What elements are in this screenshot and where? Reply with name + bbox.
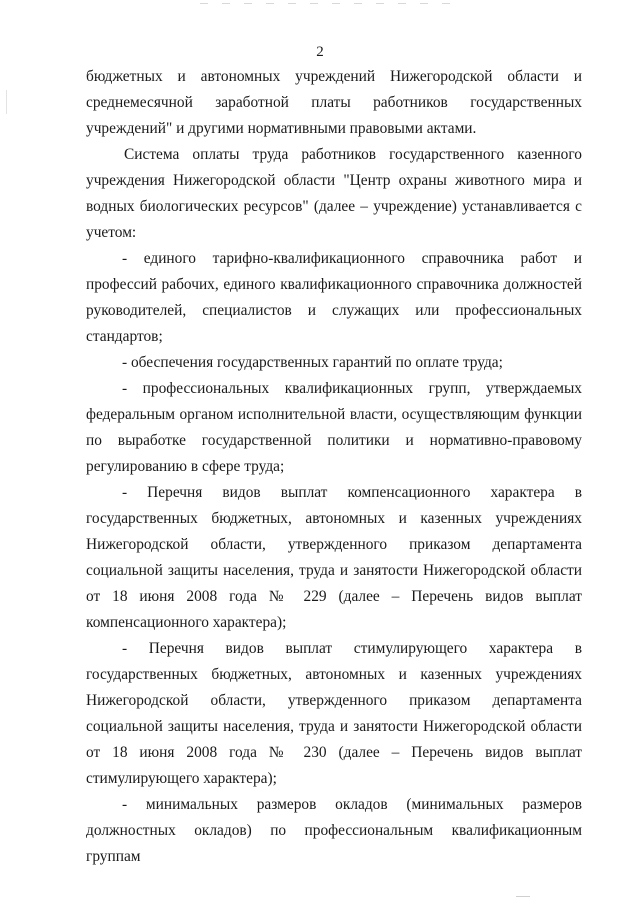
list-item-qualification-groups: - профессиональных квалификационных групп, утверждаемых федеральным органом исполнительной власти, осуществляющим функции по выработке государственной политики и нормативно-правовому регулированию в сфере труда; <box>86 380 582 475</box>
scan-artifact-top <box>200 3 460 4</box>
list-item-guarantees: - обеспечения государственных гарантий по оплате труда; <box>122 354 503 371</box>
paragraph-system: Система оплаты труда работников государственного казенного учреждения Нижегородской области "Центр охраны животного мира и водных биологических ресурсов" (далее – учреждение) устанавливается с учетом: <box>86 146 582 241</box>
paragraph-continuation: бюджетных и автономных учреждений Нижегородской области и среднемесячной заработной платы работников государственных учреждений" и другими нормативными правовыми актами. <box>86 68 582 137</box>
scan-artifact-bottom <box>516 896 530 897</box>
document-body <box>86 64 582 870</box>
list-item-incentive-list: - Перечня видов выплат стимулирующего характера в государственных бюджетных, автономных и казенных учреждениях Нижегородской области, утвержденного приказом департамента социальной защиты населения, труда и занятости Нижегородской области от 18 июня 2008 года № 230 (далее – Перечень видов выплат стимулирующего характера); <box>86 640 582 787</box>
list-item-directory: - единого тарифно-квалификационного справочника работ и профессий рабочих, единого квалификационного справочника должностей руководителей, специалистов и служащих или профессиональных стандартов; <box>86 250 582 345</box>
page-number: 2 <box>316 44 324 60</box>
scan-artifact-left <box>6 90 7 114</box>
list-item-minimum-salaries: - минимальных размеров окладов (минимальных размеров должностных окладов) по профессиональным квалификационным группам <box>86 796 582 865</box>
list-item-compensation-list: - Перечня видов выплат компенсационного характера в государственных бюджетных, автономных и казенных учреждениях Нижегородской области, утвержденного приказом департамента социальной защиты населения, труда и занятости Нижегородской области от 18 июня 2008 года № 229 (далее – Перечень видов выплат компенсационного характера); <box>86 484 582 631</box>
